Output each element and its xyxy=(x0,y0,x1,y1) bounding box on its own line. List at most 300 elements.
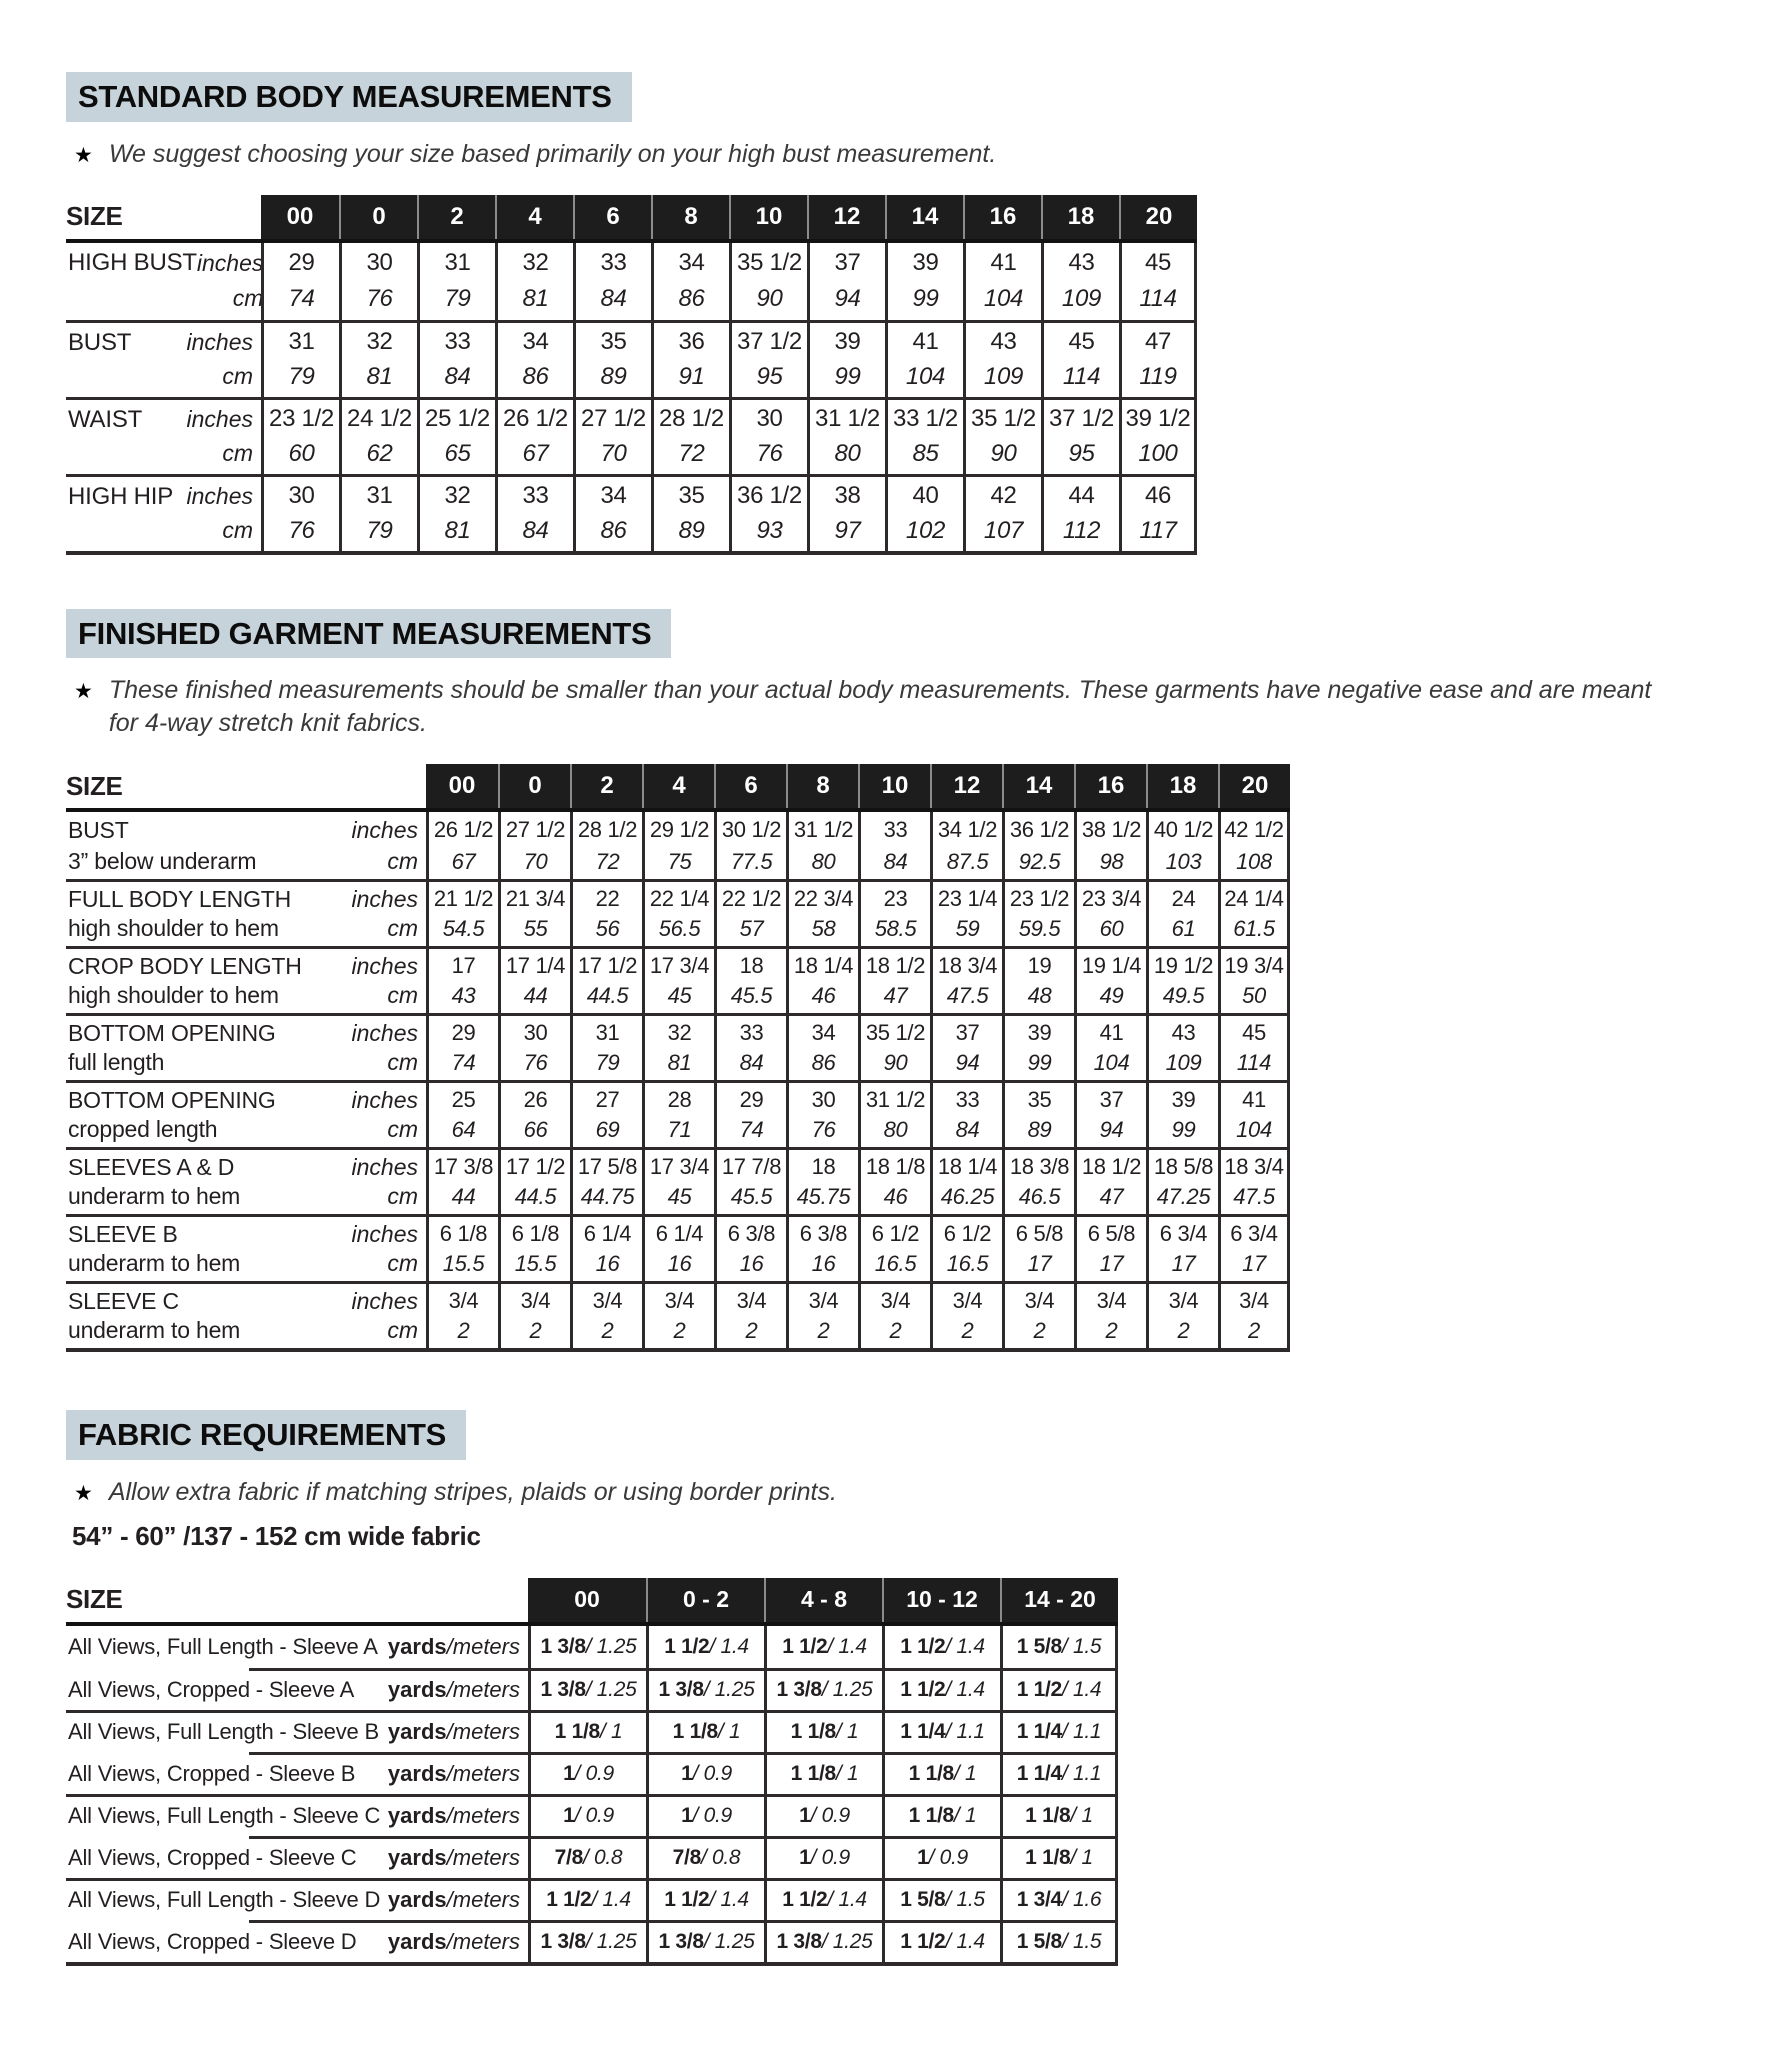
yards-value: 1 1/2 xyxy=(546,1888,592,1912)
inches-value: 24 1/4 xyxy=(1224,886,1284,912)
cm-value: 71 xyxy=(667,1117,692,1143)
row-label-line1: CROP BODY LENGTH xyxy=(68,953,302,980)
inches-value: 3/4 xyxy=(880,1288,911,1314)
yards-value: 7/8 xyxy=(554,1846,583,1870)
value-cell xyxy=(882,1881,1000,1920)
inches-value: 34 xyxy=(600,482,627,510)
inches-value: 27 1/2 xyxy=(505,817,566,843)
row-label: All Views, Cropped - Sleeve B xyxy=(68,1761,356,1787)
inches-value: 32 xyxy=(522,248,549,276)
cm-value: 114 xyxy=(1062,363,1101,391)
cm-value: 46 xyxy=(811,983,836,1009)
cm-value: 59.5 xyxy=(1018,916,1061,942)
value-cell xyxy=(417,400,495,474)
meters-value: / 1.25 xyxy=(585,1634,637,1658)
value-cell xyxy=(495,477,573,551)
row-label-line2: high shoulder to hem xyxy=(68,982,279,1009)
cm-value: 103 xyxy=(1165,848,1202,874)
row-label-line2 xyxy=(68,514,173,548)
value-cell xyxy=(528,1713,646,1752)
row-label-cell xyxy=(66,882,426,946)
row-units xyxy=(387,1755,528,1794)
inches-value: 23 1/4 xyxy=(937,886,998,912)
unit-inches-label: inches xyxy=(351,817,418,844)
row-units xyxy=(187,326,253,394)
meters-value: / 1.5 xyxy=(945,1888,985,1912)
inches-value: 33 1/2 xyxy=(893,405,958,433)
size-column-header: 20 xyxy=(1218,764,1290,808)
meters-value: / 1.4 xyxy=(709,1634,749,1658)
cm-value: 117 xyxy=(1139,517,1177,545)
cm-value: 46.25 xyxy=(940,1184,995,1210)
row-label-line1: SLEEVE B xyxy=(68,1221,178,1248)
value-cell xyxy=(882,1923,1000,1962)
cm-value: 109 xyxy=(1165,1050,1202,1076)
cm-value: 74 xyxy=(288,285,315,313)
size-column-header: 4 - 8 xyxy=(764,1578,882,1622)
inches-value: 18 1/2 xyxy=(1081,1154,1142,1180)
value-cell xyxy=(1074,949,1146,1013)
inches-value: 17 7/8 xyxy=(721,1154,782,1180)
value-cell xyxy=(528,1923,646,1962)
value-cell xyxy=(764,1755,882,1794)
size-header-label: SIZE xyxy=(66,770,123,801)
inches-value: 34 xyxy=(811,1020,836,1046)
value-cell xyxy=(570,1083,642,1147)
value-cell xyxy=(786,1150,858,1214)
size-header-label: SIZE xyxy=(66,201,123,232)
meters-value: / 1.4 xyxy=(827,1888,867,1912)
cm-value: 114 xyxy=(1139,285,1177,313)
meters-value: / 1.4 xyxy=(945,1634,985,1658)
value-cell xyxy=(1002,1150,1074,1214)
inches-value: 3/4 xyxy=(520,1288,551,1314)
star-icon: ★ xyxy=(74,143,93,167)
inches-value: 6 3/4 xyxy=(1230,1221,1278,1247)
meters-unit-label: /meters xyxy=(446,1803,520,1829)
cm-value: 95 xyxy=(1068,440,1095,468)
inches-value: 31 1/2 xyxy=(865,1087,926,1113)
value-cell xyxy=(1074,1284,1146,1348)
value-cell xyxy=(729,477,807,551)
cm-value: 93 xyxy=(756,517,783,545)
value-cell xyxy=(642,1284,714,1348)
row-label-line2 xyxy=(68,281,197,317)
cm-value: 72 xyxy=(678,440,705,468)
row-units xyxy=(352,815,418,876)
size-column-header: 6 xyxy=(714,764,786,808)
cm-value: 97 xyxy=(834,517,861,545)
inches-value: 19 xyxy=(1027,953,1052,979)
value-cell xyxy=(1074,882,1146,946)
row-label-line1: SLEEVES A & D xyxy=(68,1154,235,1181)
meters-value: / 1.4 xyxy=(945,1930,985,1954)
meters-value: / 0.9 xyxy=(692,1804,732,1828)
cm-value: 17 xyxy=(1099,1251,1124,1277)
cm-value: 56 xyxy=(595,916,620,942)
value-cell xyxy=(570,949,642,1013)
value-cell xyxy=(570,1016,642,1080)
row-label-cell xyxy=(66,243,264,320)
inches-value: 29 1/2 xyxy=(649,817,710,843)
meters-value: / 1.4 xyxy=(945,1678,985,1702)
size-column-header: 0 - 2 xyxy=(646,1578,764,1622)
meters-value: / 1 xyxy=(1070,1846,1093,1870)
cm-value: 45 xyxy=(667,983,692,1009)
value-cell xyxy=(528,1755,646,1794)
cm-value: 47.5 xyxy=(946,983,989,1009)
inches-value: 17 3/4 xyxy=(649,953,710,979)
cm-value: 54.5 xyxy=(442,916,485,942)
inches-value: 6 3/4 xyxy=(1159,1221,1208,1247)
cm-value: 104 xyxy=(1093,1050,1130,1076)
row-label-line2: 3” below underarm xyxy=(68,847,257,874)
inches-value: 29 xyxy=(288,248,315,276)
unit-cm-label: cm xyxy=(222,440,253,467)
value-cell xyxy=(646,1626,764,1668)
yards-value: 1 3/4 xyxy=(1016,1888,1062,1912)
table-row xyxy=(66,812,1290,879)
value-cell xyxy=(786,1083,858,1147)
inches-value: 38 xyxy=(834,482,861,510)
cm-value: 44.5 xyxy=(586,983,629,1009)
size-column-header: 2 xyxy=(570,764,642,808)
cm-value: 84 xyxy=(444,363,471,391)
inches-value: 17 3/4 xyxy=(649,1154,710,1180)
cm-value: 90 xyxy=(883,1050,908,1076)
value-cell xyxy=(885,477,963,551)
cm-value: 86 xyxy=(811,1050,836,1076)
value-cell xyxy=(426,1016,498,1080)
meters-value: / 1 xyxy=(599,1720,623,1744)
meters-value: / 1.5 xyxy=(1061,1634,1102,1658)
value-cell xyxy=(807,243,885,320)
value-cell xyxy=(1146,812,1218,879)
inches-value: 26 xyxy=(523,1087,548,1113)
star-icon: ★ xyxy=(74,1481,93,1505)
value-cell xyxy=(786,1284,858,1348)
table-row xyxy=(66,1752,1118,1794)
cm-value: 99 xyxy=(1171,1117,1196,1143)
cm-value: 76 xyxy=(288,517,315,545)
row-label xyxy=(68,246,197,317)
yards-value: 1 1/2 xyxy=(782,1634,828,1658)
yards-value: 1 1/2 xyxy=(664,1888,710,1912)
value-cell xyxy=(646,1755,764,1794)
row-units xyxy=(352,1220,418,1278)
cm-value: 104 xyxy=(905,363,946,391)
value-cell xyxy=(1146,1284,1218,1348)
cm-value: 44.75 xyxy=(580,1184,635,1210)
inches-value: 30 1/2 xyxy=(721,817,782,843)
value-cell xyxy=(786,1217,858,1281)
row-label: All Views, Full Length - Sleeve B xyxy=(68,1719,379,1745)
inches-value: 3/4 xyxy=(664,1288,695,1314)
cm-value: 2 xyxy=(889,1318,902,1344)
inches-value: 36 1/2 xyxy=(1009,817,1070,843)
cm-value: 62 xyxy=(366,440,393,468)
value-cell xyxy=(930,1150,1002,1214)
inches-value: 28 1/2 xyxy=(577,817,638,843)
yards-unit-label: yards xyxy=(387,1677,447,1703)
row-label-line1: BOTTOM OPENING xyxy=(68,1020,276,1047)
inches-value: 28 1/2 xyxy=(659,405,724,433)
unit-inches-label: inches xyxy=(351,953,418,980)
unit-inches-label: inches xyxy=(196,249,264,276)
yards-value: 1 3/8 xyxy=(540,1930,586,1954)
row-label-line2 xyxy=(68,360,131,394)
cm-value: 16 xyxy=(811,1251,836,1277)
yards-value: 1 xyxy=(799,1846,811,1870)
inches-value: 18 1/2 xyxy=(865,953,926,979)
meters-value: / 1 xyxy=(835,1762,859,1786)
inches-value: 34 1/2 xyxy=(937,817,998,843)
cm-value: 86 xyxy=(600,517,627,545)
value-cell xyxy=(261,243,339,320)
value-cell xyxy=(858,1083,930,1147)
cm-value: 76 xyxy=(756,440,783,468)
cm-value: 84 xyxy=(883,848,908,874)
value-cell xyxy=(261,477,339,551)
inches-value: 24 1/2 xyxy=(347,405,412,433)
inches-value: 31 1/2 xyxy=(793,817,854,843)
value-cell xyxy=(651,323,729,397)
meters-value: / 1 xyxy=(953,1804,977,1828)
row-label xyxy=(68,1220,240,1278)
cm-value: 61.5 xyxy=(1233,916,1275,942)
value-cell xyxy=(261,400,339,474)
inches-value: 40 xyxy=(912,482,939,510)
value-cell xyxy=(786,882,858,946)
inches-value: 35 xyxy=(1027,1087,1052,1113)
value-cell xyxy=(498,1016,570,1080)
cm-value: 81 xyxy=(444,517,471,545)
row-units xyxy=(187,403,253,471)
unit-cm-label: cm xyxy=(387,1049,418,1076)
value-cell xyxy=(1218,1016,1290,1080)
cm-value: 109 xyxy=(983,363,1024,391)
table-row xyxy=(66,320,1197,397)
row-label: All Views, Full Length - Sleeve C xyxy=(68,1803,381,1829)
size-column-header: 4 xyxy=(642,764,714,808)
cm-value: 2 xyxy=(673,1318,686,1344)
value-cell xyxy=(764,1671,882,1710)
yards-value: 1 1/4 xyxy=(1016,1720,1062,1744)
cm-value: 60 xyxy=(288,440,315,468)
value-cell xyxy=(729,243,807,320)
value-cell xyxy=(1002,1217,1074,1281)
value-cell xyxy=(858,812,930,879)
cm-value: 76 xyxy=(523,1050,548,1076)
row-label xyxy=(68,1287,240,1345)
cm-value: 84 xyxy=(739,1050,764,1076)
value-cell xyxy=(426,1083,498,1147)
yards-value: 1 1/8 xyxy=(790,1720,836,1744)
cm-value: 43 xyxy=(451,983,476,1009)
value-cell xyxy=(642,882,714,946)
cm-value: 15.5 xyxy=(442,1251,485,1277)
value-cell xyxy=(495,323,573,397)
fabric-requirements-title: FABRIC REQUIREMENTS xyxy=(66,1410,466,1460)
inches-value: 41 xyxy=(912,328,939,356)
table-row xyxy=(66,1836,1118,1878)
cm-value: 104 xyxy=(1236,1117,1272,1143)
value-cell xyxy=(426,1284,498,1348)
cm-value: 59 xyxy=(955,916,980,942)
meters-value: / 1 xyxy=(717,1720,741,1744)
inches-value: 29 xyxy=(739,1087,764,1113)
standard-body-table xyxy=(66,195,1197,555)
value-cell xyxy=(570,812,642,879)
cm-value: 66 xyxy=(523,1117,548,1143)
value-cell xyxy=(764,1797,882,1836)
cm-value: 60 xyxy=(1099,916,1124,942)
value-cell xyxy=(426,812,498,879)
inches-value: 30 xyxy=(288,482,315,510)
meters-unit-label: /meters xyxy=(446,1887,520,1913)
table-row xyxy=(66,1668,1118,1710)
row-label-cell xyxy=(66,1016,426,1080)
cm-value: 94 xyxy=(1099,1117,1124,1143)
value-cell xyxy=(1002,1083,1074,1147)
unit-inches-label: inches xyxy=(351,1087,418,1114)
inches-value: 25 xyxy=(451,1087,476,1113)
row-label xyxy=(68,1086,276,1144)
meters-value: / 1.6 xyxy=(1061,1888,1102,1912)
value-cell xyxy=(1218,1150,1290,1214)
inches-value: 17 1/4 xyxy=(505,953,566,979)
meters-unit-label: /meters xyxy=(446,1719,520,1745)
size-column-header: 8 xyxy=(651,195,729,239)
cm-value: 55 xyxy=(523,916,548,942)
meters-value: / 1.1 xyxy=(945,1720,985,1744)
cm-value: 47 xyxy=(883,983,908,1009)
fabric-requirements-note xyxy=(74,1476,1654,1509)
value-cell xyxy=(646,1797,764,1836)
cm-value: 108 xyxy=(1236,848,1272,874)
row-label xyxy=(68,885,291,943)
yards-value: 1 3/8 xyxy=(658,1930,704,1954)
inches-value: 19 1/4 xyxy=(1081,953,1142,979)
value-cell xyxy=(498,1217,570,1281)
meters-value: / 1.25 xyxy=(821,1678,873,1702)
table-row xyxy=(66,1626,1118,1668)
value-cell xyxy=(1146,1150,1218,1214)
row-label-line2: full length xyxy=(68,1049,165,1076)
value-cell xyxy=(786,812,858,879)
value-cell xyxy=(528,1839,646,1878)
inches-value: 37 1/2 xyxy=(737,328,802,356)
cm-value: 2 xyxy=(745,1318,758,1344)
value-cell xyxy=(498,1150,570,1214)
unit-inches-label: inches xyxy=(351,886,418,913)
value-cell xyxy=(1000,1839,1118,1878)
yards-value: 1 xyxy=(563,1804,575,1828)
meters-value: / 0.8 xyxy=(582,1846,623,1870)
value-cell xyxy=(646,1671,764,1710)
yards-value: 1 xyxy=(917,1846,929,1870)
cm-value: 81 xyxy=(522,285,549,313)
value-cell xyxy=(729,323,807,397)
value-cell xyxy=(573,477,651,551)
row-label-cell xyxy=(66,949,426,1013)
inches-value: 6 1/8 xyxy=(511,1221,560,1247)
value-cell xyxy=(714,1150,786,1214)
value-cell xyxy=(1074,1016,1146,1080)
value-cell xyxy=(1000,1881,1118,1920)
inches-value: 27 xyxy=(595,1087,620,1113)
value-cell xyxy=(1041,243,1119,320)
value-cell xyxy=(642,1083,714,1147)
yards-value: 1 1/2 xyxy=(1016,1678,1062,1702)
size-column-header: 12 xyxy=(930,764,1002,808)
row-label-line2: underarm to hem xyxy=(68,1250,241,1277)
value-cell xyxy=(1218,1083,1290,1147)
yards-value: 1 1/8 xyxy=(1025,1804,1071,1828)
value-cell xyxy=(1002,949,1074,1013)
cm-value: 50 xyxy=(1242,983,1266,1009)
row-label: All Views, Cropped - Sleeve A xyxy=(68,1677,355,1703)
meters-value: / 1.4 xyxy=(709,1888,749,1912)
value-cell xyxy=(642,949,714,1013)
value-cell xyxy=(1000,1671,1118,1710)
value-cell xyxy=(1041,477,1119,551)
size-column-header: 00 xyxy=(426,764,498,808)
inches-value: 17 5/8 xyxy=(577,1154,638,1180)
table-row xyxy=(66,243,1197,320)
inches-value: 42 1/2 xyxy=(1224,817,1284,843)
inches-value: 35 1/2 xyxy=(971,405,1036,433)
meters-unit-label: /meters xyxy=(446,1929,520,1955)
value-cell xyxy=(646,1713,764,1752)
row-units xyxy=(352,952,418,1010)
inches-value: 26 1/2 xyxy=(503,405,568,433)
cm-value: 49.5 xyxy=(1162,983,1205,1009)
table-row xyxy=(66,1710,1118,1752)
inches-value: 30 xyxy=(811,1087,836,1113)
standard-body-section xyxy=(66,72,1771,555)
value-cell xyxy=(1218,882,1290,946)
meters-value: / 1.25 xyxy=(703,1930,755,1954)
value-cell xyxy=(339,323,417,397)
cm-value: 64 xyxy=(451,1117,476,1143)
cm-value: 91 xyxy=(678,363,705,391)
inches-value: 39 xyxy=(834,328,861,356)
meters-value: / 0.8 xyxy=(700,1846,741,1870)
value-cell xyxy=(885,243,963,320)
value-cell xyxy=(528,1797,646,1836)
cm-value: 109 xyxy=(1061,285,1102,313)
inches-value: 32 xyxy=(667,1020,692,1046)
meters-value: / 1 xyxy=(1070,1804,1093,1828)
cm-value: 98 xyxy=(1099,848,1124,874)
yards-value: 1 1/4 xyxy=(900,1720,946,1744)
inches-value: 33 xyxy=(739,1020,764,1046)
row-label: All Views, Cropped - Sleeve D xyxy=(68,1929,357,1955)
row-label-line1: BUST xyxy=(68,328,132,356)
value-cell xyxy=(528,1881,646,1920)
yards-unit-label: yards xyxy=(387,1929,447,1955)
value-cell xyxy=(339,243,417,320)
value-cell xyxy=(786,949,858,1013)
yards-value: 1 xyxy=(681,1762,693,1786)
value-cell xyxy=(885,400,963,474)
size-header-label: SIZE xyxy=(66,1584,123,1615)
value-cell xyxy=(651,400,729,474)
inches-value: 3/4 xyxy=(448,1288,479,1314)
value-cell xyxy=(858,882,930,946)
value-cell xyxy=(651,477,729,551)
